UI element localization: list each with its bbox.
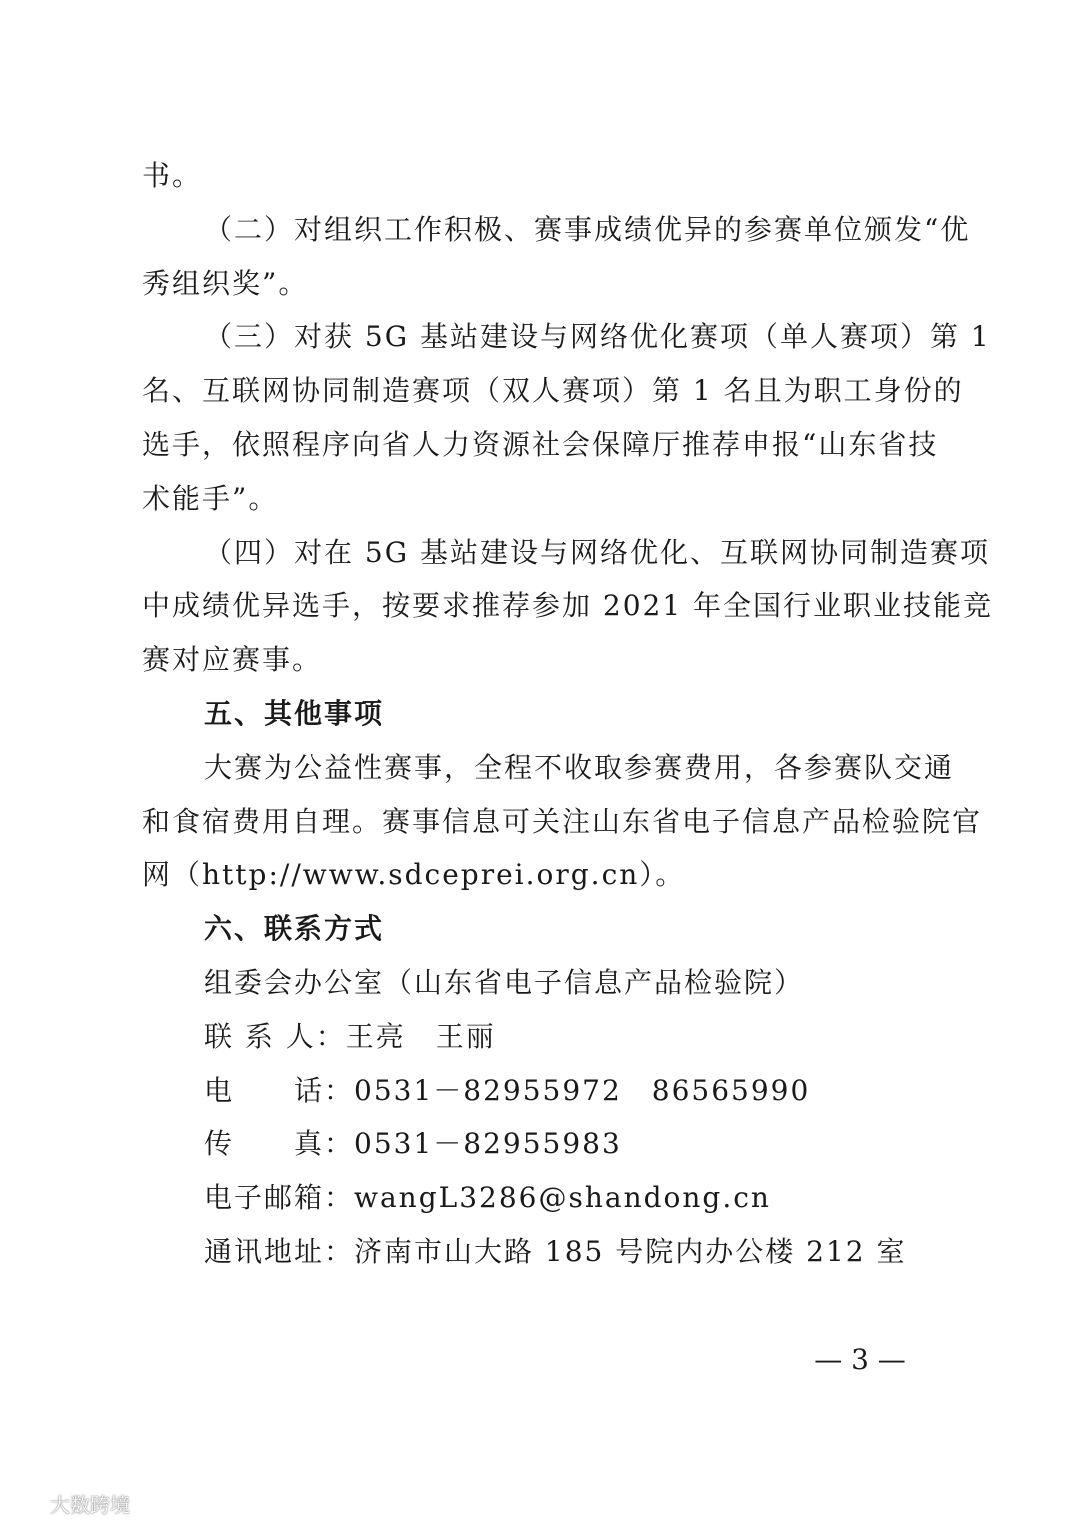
text-line: 和食宿费用自理。赛事信息可关注山东省电子信息产品检验院官 [142, 804, 983, 838]
text-line: （四）对在 5G 基站建设与网络优化、互联网协同制造赛项 [204, 535, 990, 569]
text-line: 传 真：0531－82955983 [204, 1127, 622, 1161]
text-line: （三）对获 5G 基站建设与网络优化赛项（单人赛项）第 1 [204, 320, 991, 354]
page-number: — 3 — [814, 1343, 906, 1376]
text-line: 通讯地址：济南市山大路 185 号院内办公楼 212 室 [204, 1235, 907, 1268]
text-line: 术能手”。 [142, 481, 279, 515]
text-line: 电子邮箱：wangL3286@shandong.cn [204, 1181, 771, 1215]
text-line: 网（http://www.sdceprei.org.cn）。 [142, 858, 686, 892]
text-line: 名、互联网协同制造赛项（双人赛项）第 1 名且为职工身份的 [142, 374, 964, 408]
text-line: 秀组织奖”。 [142, 266, 309, 300]
weibo-logo-icon [10, 1491, 44, 1515]
text-line: 选手，依照程序向省人力资源社会保障厅推荐申报“山东省技 [142, 428, 939, 461]
section-heading: 五、其他事项 [204, 697, 385, 730]
text-line: 组委会办公室（山东省电子信息产品检验院） [204, 966, 805, 999]
watermark [10, 1488, 130, 1518]
text-line: 赛对应赛事。 [142, 643, 323, 677]
text-line: 中成绩优异选手，按要求推荐参加 2021 年全国行业职业技能竞 [142, 589, 994, 623]
text-line: 书。 [142, 159, 203, 192]
text-line: 大赛为公益性赛事，全程不收取参赛费用，各参赛队交通 [204, 750, 955, 784]
text-line: 联 系 人：王亮 王丽 [204, 1019, 496, 1053]
text-line: 电 话：0531－82955972 86565990 [204, 1073, 811, 1107]
section-heading: 六、联系方式 [204, 912, 385, 946]
text-line: （二）对组织工作积极、赛事成绩优异的参赛单位颁发“优 [204, 212, 971, 246]
watermark-text: 大数跨境 [50, 1492, 130, 1517]
